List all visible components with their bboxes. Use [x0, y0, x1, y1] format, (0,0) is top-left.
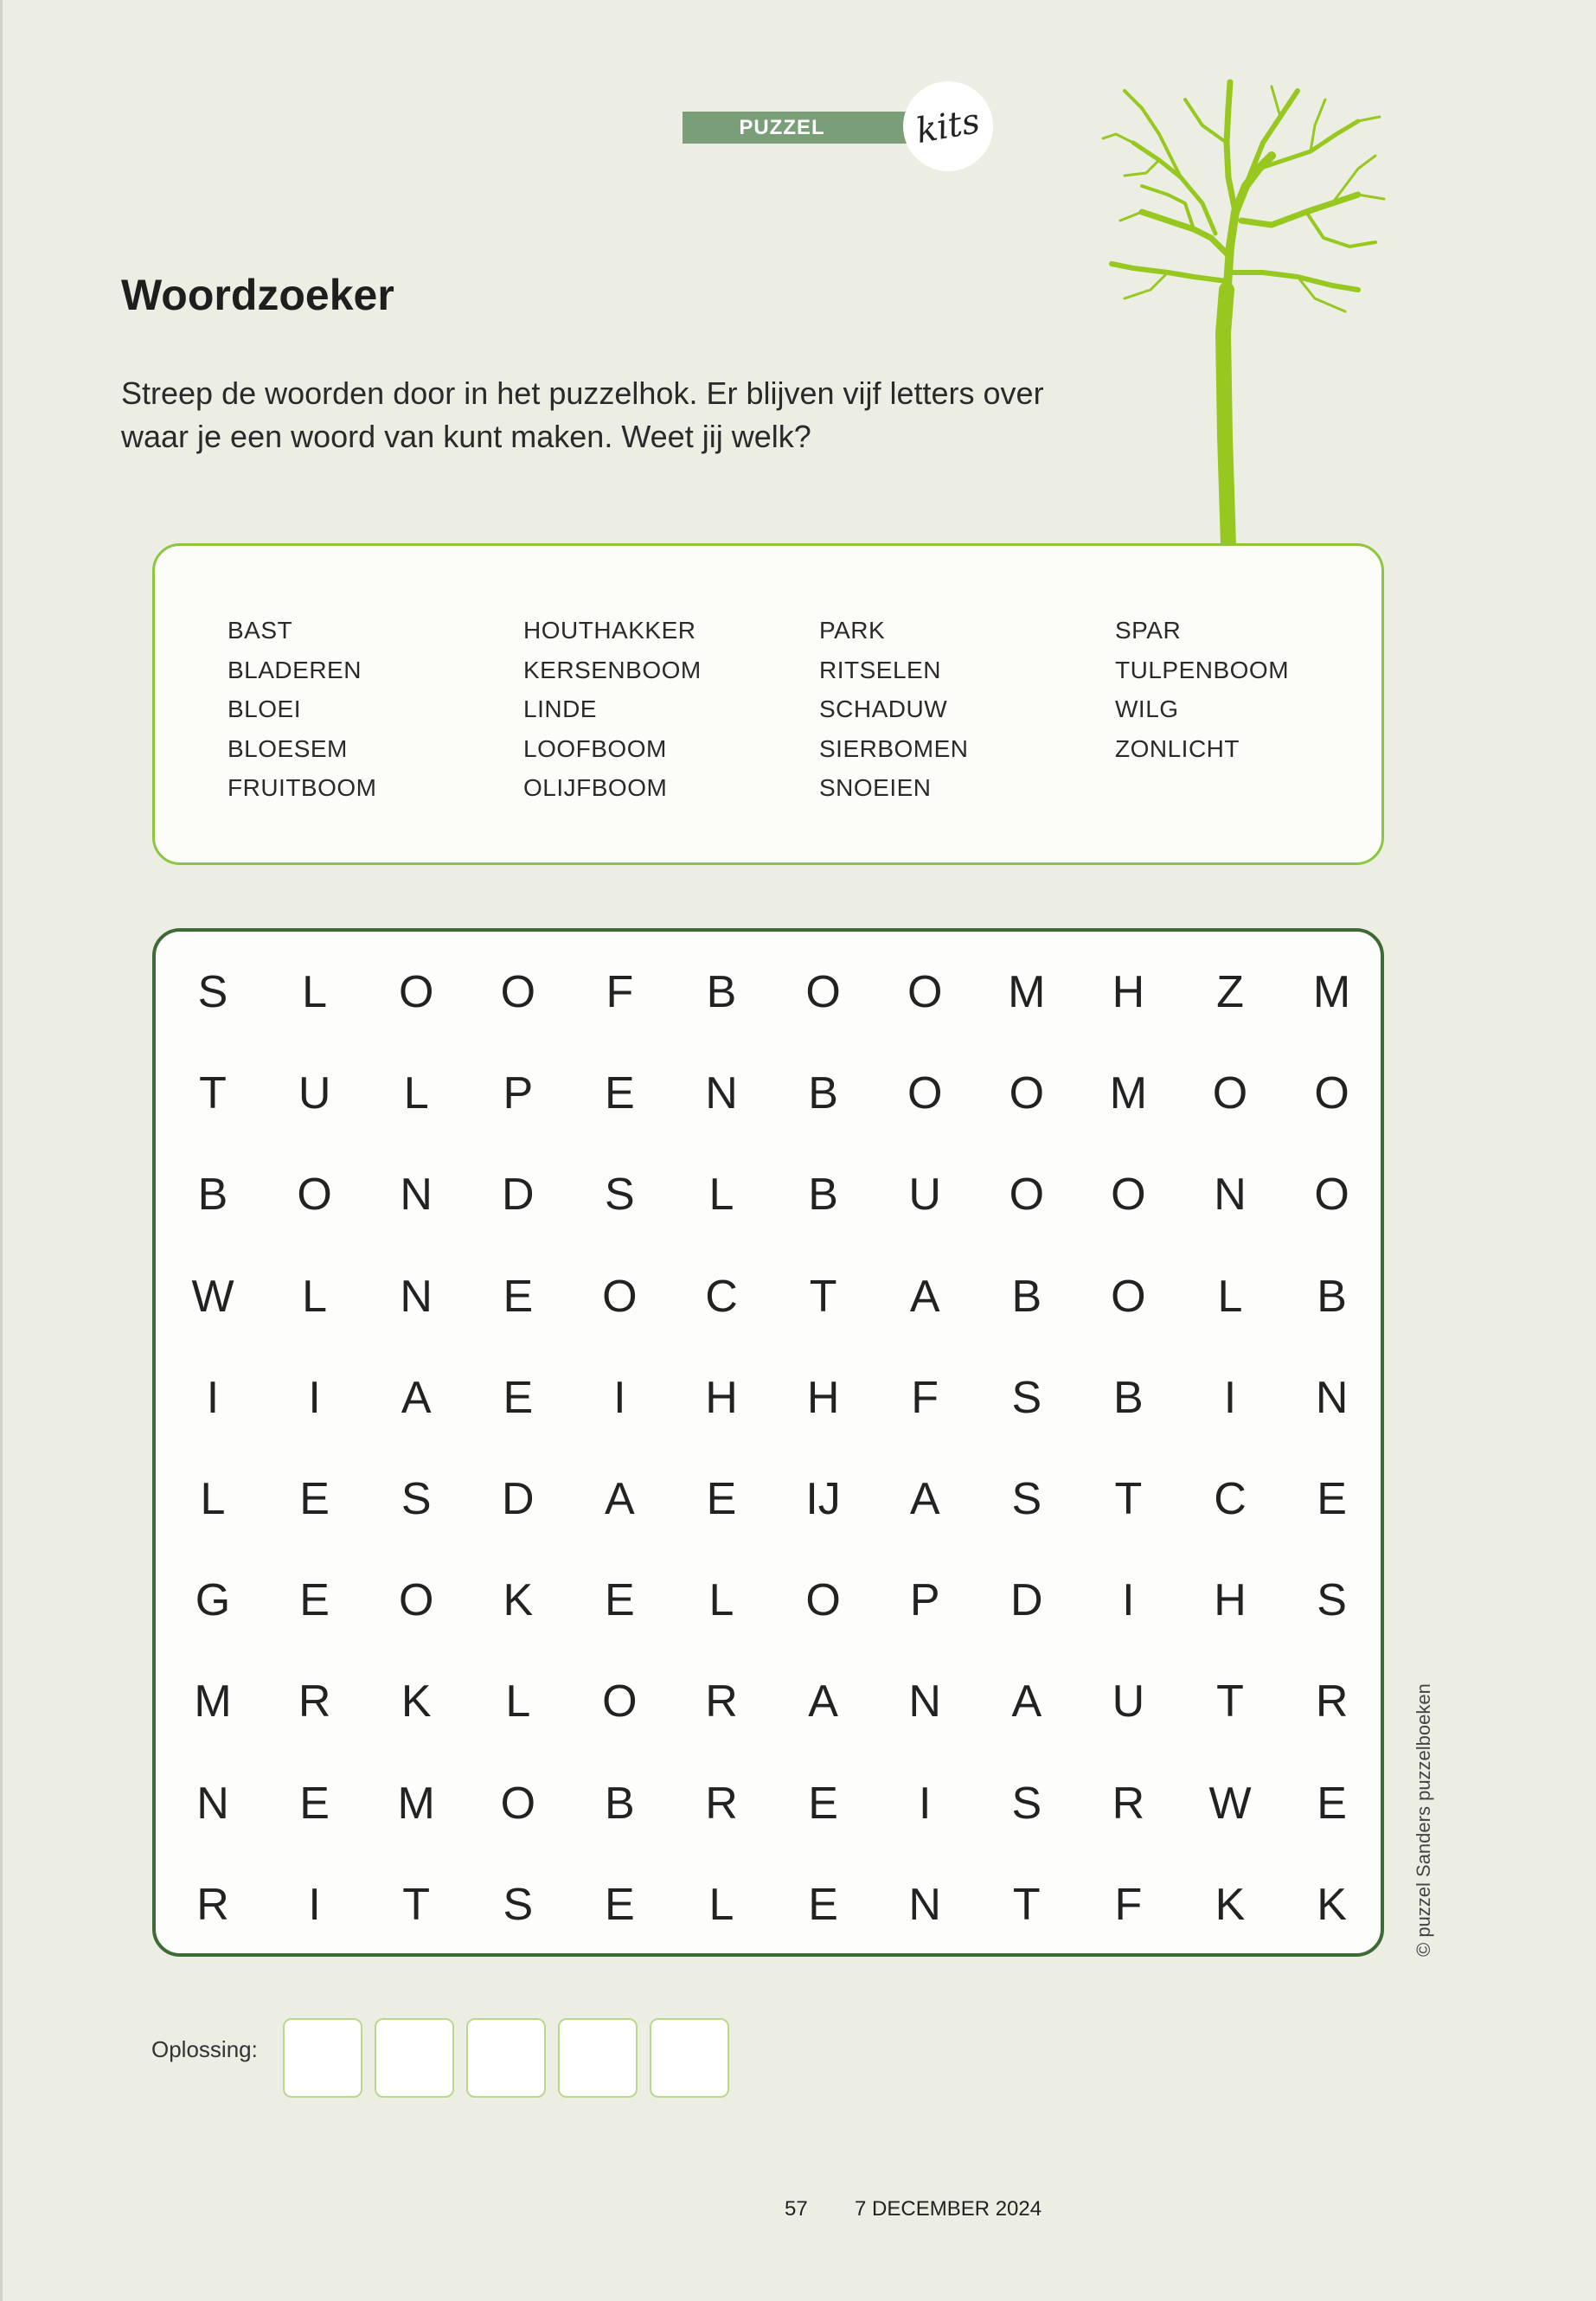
grid-letter[interactable]: I	[308, 1879, 321, 1930]
grid-letter[interactable]: F	[606, 967, 634, 1017]
word: HOUTHAKKER	[523, 617, 696, 644]
grid-letter[interactable]: U	[908, 1170, 941, 1221]
grid-letter[interactable]: G	[195, 1575, 231, 1626]
grid-letter[interactable]: E	[299, 1778, 330, 1829]
grid-letter[interactable]: O	[1111, 1271, 1146, 1322]
issue-date: 7 DECEMBER 2024	[855, 2197, 1042, 2221]
grid-letter[interactable]: I	[918, 1778, 932, 1829]
grid-letter[interactable]: K	[1317, 1879, 1347, 1930]
grid-letter[interactable]: M	[1109, 1068, 1148, 1119]
grid-letter[interactable]: B	[808, 1068, 838, 1119]
grid-letter[interactable]: M	[194, 1676, 232, 1727]
grid-letter[interactable]: D	[502, 1474, 535, 1524]
grid-letter[interactable]: O	[398, 967, 434, 1017]
word: OLIJFBOOM	[523, 774, 668, 801]
grid-letter[interactable]: N	[705, 1068, 738, 1119]
grid-letter[interactable]: A	[605, 1474, 635, 1524]
word: BLOEI	[228, 695, 301, 722]
grid-letter[interactable]: D	[1010, 1575, 1043, 1626]
grid-letter[interactable]: F	[911, 1372, 939, 1423]
grid-letter[interactable]: O	[602, 1271, 638, 1322]
grid-letter[interactable]: T	[402, 1879, 431, 1930]
grid-letter[interactable]: O	[1009, 1170, 1045, 1221]
grid-letter[interactable]: A	[808, 1676, 838, 1727]
grid-letter[interactable]: O	[1314, 1170, 1349, 1221]
grid-letter[interactable]: O	[500, 967, 536, 1017]
solution-label: Oplossing:	[151, 2036, 258, 2062]
grid-letter[interactable]: S	[1011, 1372, 1042, 1423]
grid-letter[interactable]: O	[907, 1068, 943, 1119]
grid-letter[interactable]: L	[302, 1271, 328, 1322]
solution-box-2[interactable]	[375, 2018, 454, 2098]
grid-letter[interactable]: E	[605, 1575, 635, 1626]
page-title: Woordzoeker	[121, 271, 394, 319]
grid-letter[interactable]: N	[1214, 1170, 1247, 1221]
grid-letter[interactable]: R	[298, 1676, 331, 1727]
grid-letter[interactable]: I	[308, 1372, 321, 1423]
grid-letter[interactable]: A	[1011, 1676, 1042, 1727]
solution-box-1[interactable]	[283, 2018, 362, 2098]
grid-letter[interactable]: E	[299, 1474, 330, 1524]
grid-letter[interactable]: R	[705, 1676, 738, 1727]
grid-letter[interactable]: T	[1216, 1676, 1244, 1727]
grid-letter[interactable]: H	[1112, 967, 1145, 1017]
word: FRUITBOOM	[228, 774, 377, 801]
grid-letter[interactable]: E	[1317, 1778, 1347, 1829]
grid-letter[interactable]: L	[708, 1879, 734, 1930]
grid-letter[interactable]: O	[1212, 1068, 1248, 1119]
grid-letter[interactable]: O	[805, 1575, 841, 1626]
grid-letter[interactable]: E	[706, 1474, 737, 1524]
grid-letter[interactable]: N	[908, 1879, 941, 1930]
tree-illustration	[1099, 74, 1393, 545]
grid-letter[interactable]: U	[1112, 1676, 1145, 1727]
grid-letter[interactable]: I	[1122, 1575, 1135, 1626]
grid-letter[interactable]: R	[196, 1879, 229, 1930]
word: SIERBOMEN	[819, 734, 969, 762]
grid-letter[interactable]: H	[705, 1372, 738, 1423]
word: BAST	[228, 617, 293, 644]
word: BLOESEM	[228, 734, 348, 762]
word-column-3	[819, 611, 969, 808]
grid-letter[interactable]: N	[400, 1271, 433, 1322]
grid-letter[interactable]: S	[197, 967, 228, 1017]
page-edge	[0, 0, 3, 2301]
word-column-1	[228, 611, 377, 808]
grid-letter[interactable]: D	[502, 1170, 535, 1221]
grid-letter[interactable]: O	[1111, 1170, 1146, 1221]
grid-letter[interactable]: S	[503, 1879, 534, 1930]
grid-letter[interactable]: E	[808, 1778, 838, 1829]
kits-logo	[903, 81, 993, 171]
grid-letter[interactable]: B	[605, 1778, 635, 1829]
grid-letter[interactable]: O	[602, 1676, 638, 1727]
instructions: Streep de woorden door in het puzzelhok. Er blijven vijf letters over waar je een woord van kunt maken. Weet jij welk?	[121, 375, 1044, 454]
grid-letter[interactable]: I	[613, 1372, 626, 1423]
word-column-4	[1115, 611, 1289, 768]
grid-letter[interactable]: IJ	[805, 1474, 841, 1524]
grid-letter[interactable]: W	[1208, 1778, 1252, 1829]
grid-letter[interactable]: F	[1114, 1879, 1143, 1930]
grid-letter[interactable]: N	[400, 1170, 433, 1221]
grid-letter[interactable]: E	[808, 1879, 838, 1930]
word: KERSENBOOM	[523, 656, 702, 683]
grid-letter[interactable]: S	[1317, 1575, 1347, 1626]
grid-letter[interactable]: L	[403, 1068, 429, 1119]
word: BLADEREN	[228, 656, 362, 683]
word: PARK	[819, 617, 886, 644]
grid-letter[interactable]: E	[1317, 1474, 1347, 1524]
grid-letter[interactable]: K	[1215, 1879, 1246, 1930]
grid-letter[interactable]: R	[1315, 1676, 1349, 1727]
grid-letter[interactable]: O	[297, 1170, 332, 1221]
grid-letter[interactable]: N	[1315, 1372, 1349, 1423]
grid-letter[interactable]: I	[1223, 1372, 1237, 1423]
grid-letter[interactable]: A	[909, 1474, 940, 1524]
grid-letter[interactable]: K	[503, 1575, 534, 1626]
grid-letter[interactable]: O	[805, 967, 841, 1017]
copyright-notice: © puzzel Sanders puzzelboeken	[1413, 1683, 1434, 1957]
grid-letter[interactable]: M	[1312, 967, 1351, 1017]
grid-letter[interactable]: E	[605, 1068, 635, 1119]
grid-letter[interactable]: B	[808, 1170, 838, 1221]
grid-letter[interactable]: H	[1214, 1575, 1247, 1626]
grid-letter[interactable]: S	[605, 1170, 635, 1221]
grid-letter[interactable]: K	[401, 1676, 432, 1727]
grid-letter[interactable]: O	[500, 1778, 536, 1829]
word-search-grid	[152, 928, 1384, 1957]
grid-letter[interactable]: B	[706, 967, 737, 1017]
grid-letter[interactable]: O	[398, 1575, 434, 1626]
word: TULPENBOOM	[1115, 656, 1290, 683]
grid-letter[interactable]: L	[505, 1676, 531, 1727]
solution-box-4[interactable]	[558, 2018, 638, 2098]
solution-box-3[interactable]	[466, 2018, 546, 2098]
grid-letter[interactable]: W	[191, 1271, 234, 1322]
grid-letter[interactable]: N	[196, 1778, 229, 1829]
grid-letter[interactable]: R	[705, 1778, 738, 1829]
grid-letter[interactable]: P	[503, 1068, 534, 1119]
grid-letter[interactable]: Z	[1216, 967, 1244, 1017]
grid-letter[interactable]: S	[1011, 1778, 1042, 1829]
grid-letter[interactable]: I	[206, 1372, 220, 1423]
word: LOOFBOOM	[523, 734, 667, 762]
grid-letter[interactable]: A	[401, 1372, 432, 1423]
grid-letter[interactable]: U	[298, 1068, 331, 1119]
grid-letter[interactable]: E	[503, 1271, 534, 1322]
grid-letter[interactable]: E	[605, 1879, 635, 1930]
grid-letter[interactable]: L	[708, 1170, 734, 1221]
grid-letter[interactable]: C	[705, 1271, 738, 1322]
grid-letter[interactable]: T	[199, 1068, 227, 1119]
grid-letter[interactable]: O	[1314, 1068, 1349, 1119]
grid-letter[interactable]: L	[302, 967, 328, 1017]
section-tag: PUZZEL	[683, 112, 916, 144]
grid-letter[interactable]: T	[1012, 1879, 1041, 1930]
word: LINDE	[523, 695, 597, 722]
grid-letter[interactable]: L	[200, 1474, 226, 1524]
grid-letter[interactable]: L	[708, 1575, 734, 1626]
page-number: 57	[785, 2197, 808, 2221]
grid-letter[interactable]: S	[401, 1474, 432, 1524]
grid-letter[interactable]: S	[1011, 1474, 1042, 1524]
grid-letter[interactable]: B	[197, 1170, 228, 1221]
grid-letter[interactable]: C	[1214, 1474, 1247, 1524]
grid-letter[interactable]: O	[1009, 1068, 1045, 1119]
grid-letter[interactable]: B	[1011, 1271, 1042, 1322]
grid-letter[interactable]: P	[909, 1575, 940, 1626]
grid-letter[interactable]: B	[1317, 1271, 1347, 1322]
word: ZONLICHT	[1115, 734, 1240, 762]
grid-letter[interactable]: M	[397, 1778, 435, 1829]
grid-letter[interactable]: H	[806, 1372, 840, 1423]
grid-letter[interactable]: R	[1112, 1778, 1145, 1829]
grid-letter[interactable]: B	[1113, 1372, 1144, 1423]
grid-letter[interactable]: N	[908, 1676, 941, 1727]
grid-letter[interactable]: A	[909, 1271, 940, 1322]
word: RITSELEN	[819, 656, 941, 683]
grid-letter[interactable]: M	[1008, 967, 1046, 1017]
word: SCHADUW	[819, 695, 948, 722]
kits-logo-text: kits	[913, 100, 984, 152]
word: SPAR	[1115, 617, 1182, 644]
word: WILG	[1115, 695, 1179, 722]
grid-letter[interactable]: T	[1114, 1474, 1143, 1524]
grid-letter[interactable]: T	[809, 1271, 837, 1322]
grid-letter[interactable]: L	[1217, 1271, 1243, 1322]
word-column-2	[523, 611, 702, 808]
grid-letter[interactable]: E	[503, 1372, 534, 1423]
word: SNOEIEN	[819, 774, 932, 801]
grid-letter[interactable]: E	[299, 1575, 330, 1626]
grid-letter[interactable]: O	[907, 967, 943, 1017]
solution-box-5[interactable]	[650, 2018, 729, 2098]
word-list-box	[152, 543, 1384, 865]
